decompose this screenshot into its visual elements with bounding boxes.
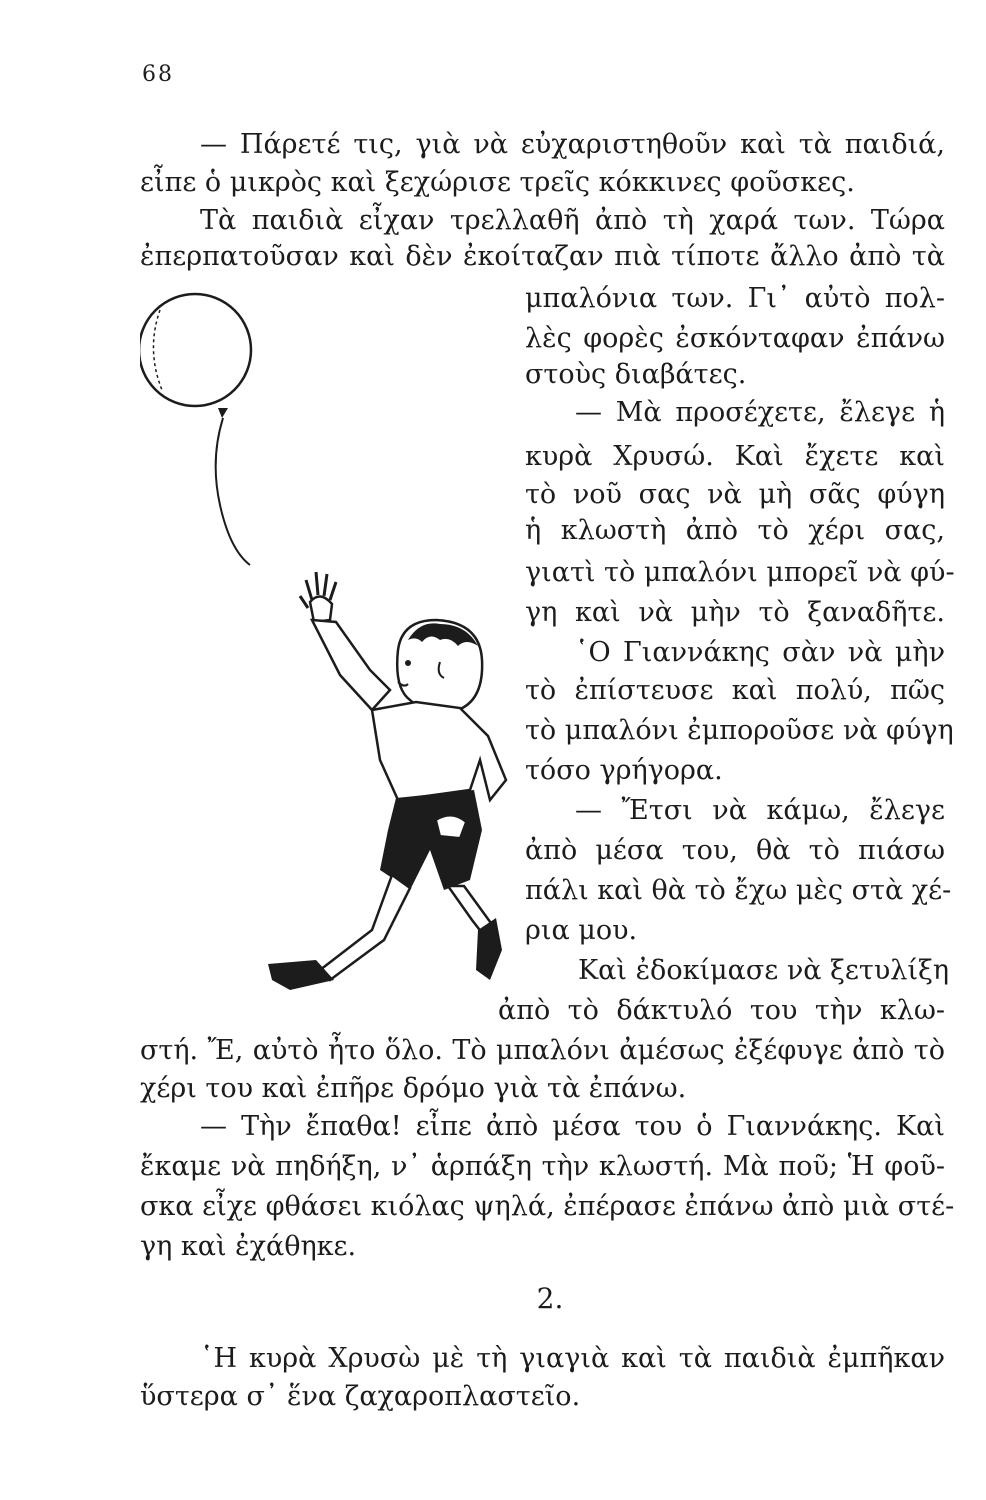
text-line: τὸ νοῦ σας νὰ μὴ σᾶς φύγη: [525, 479, 945, 510]
text-line: ἔκαμε νὰ πηδήξη, ν᾿ ἁρπάξη τὴν κλωστή. Μὰ ποῦ; Ἡ φοῦ-: [140, 1151, 945, 1182]
text-line: — Ἔτσι νὰ κάμω, ἔλεγε: [575, 795, 945, 826]
text-line: ἡ κλωστὴ ἀπὸ τὸ χέρι σας,: [525, 515, 945, 546]
boy-head: [397, 620, 482, 712]
text-line: γη καὶ νὰ μὴν τὸ ξαναδῆτε.: [525, 597, 945, 628]
text-line: τόσο γρήγορα.: [525, 755, 723, 786]
text-line: στοὺς διαβάτες.: [525, 359, 747, 390]
front-leg: [320, 875, 410, 980]
text-line: ἐπερπατοῦσαν καὶ δὲν ἐκοίταζαν πιὰ τίποτε ἄλλο ἀπὸ τὰ: [140, 241, 945, 272]
text-line: — Μὰ προσέχετε, ἔλεγε ἡ: [575, 397, 945, 428]
text-line: εἶπε ὁ μικρὸς καὶ ξεχώρισε τρεῖς κόκκινες φοῦσκες.: [140, 167, 855, 198]
text-line: τὸ ἐπίστευσε καὶ πολύ, πῶς: [525, 675, 945, 706]
front-shoe: [268, 960, 334, 990]
text-line: ρια μου.: [525, 915, 638, 946]
section-number: 2.: [536, 1282, 564, 1315]
text-line: μπαλόνια των. Γι᾿ αὐτὸ πολ-: [525, 283, 945, 314]
balloon-string: [216, 418, 250, 565]
text-line: Τὰ παιδιὰ εἶχαν τρελλαθῆ ἀπὸ τὴ χαρά των. Τώρα: [200, 205, 945, 236]
text-line: γιατὶ τὸ μπαλόνι μπορεῖ νὰ φύ-: [525, 557, 955, 588]
text-line: σκα εἶχε φθάσει κιόλας ψηλά, ἐπέρασε ἐπάνω ἀπὸ μιὰ στέ-: [140, 1191, 955, 1222]
shirt: [372, 702, 506, 800]
text-line: Καὶ ἐδοκίμασε νὰ ξετυλίξη: [578, 955, 949, 986]
text-line: ῾Η κυρὰ Χρυσὼ μὲ τὴ γιαγιὰ καὶ τὰ παιδιὰ ἐμπῆκαν: [200, 1343, 945, 1374]
text-line: πάλι καὶ θὰ τὸ ἔχω μὲς στὰ χέ-: [525, 875, 952, 906]
balloon-icon: [140, 294, 251, 418]
text-line: χέρι του καὶ ἐπῆρε δρόμο γιὰ τὰ ἐπάνω.: [140, 1073, 687, 1104]
text-line: ὕστερα σ᾿ ἕνα ζαχαροπλαστεῖο.: [140, 1381, 581, 1412]
text-line: ἀπὸ τὸ δάκτυλό του τὴν κλω-: [498, 995, 945, 1026]
shorts: [380, 790, 482, 890]
page-number: 68: [142, 62, 174, 87]
text-line: λὲς φορὲς ἐσκόνταφαν ἐπάνω: [525, 323, 945, 354]
text-line: κυρὰ Χρυσώ. Καὶ ἔχετε καὶ: [525, 441, 945, 472]
text-line: γη καὶ ἐχάθηκε.: [140, 1231, 357, 1262]
text-line: στή. Ἔ, αὐτὸ ἦτο ὅλο. Τὸ μπαλόνι ἀμέσως ἐξέφυγε ἀπὸ τὸ: [140, 1035, 945, 1066]
arm: [312, 620, 390, 710]
text-line: ῾Ο Γιαννάκης σὰν νὰ μὴν: [575, 637, 945, 668]
text-line: ἀπὸ μέσα του, θὰ τὸ πιάσω: [525, 835, 945, 866]
text-line: — Τὴν ἔπαθα! εἶπε ἀπὸ μέσα του ὁ Γιαννάκης. Καὶ: [200, 1111, 945, 1142]
text-line: — Πάρετέ τις, γιὰ νὰ εὐχαριστηθοῦν καὶ τὰ παιδιά,: [200, 129, 945, 160]
boy-balloon-illustration: [140, 290, 510, 1020]
text-line: τὸ μπαλόνι ἐμποροῦσε νὰ φύγη: [525, 715, 954, 746]
